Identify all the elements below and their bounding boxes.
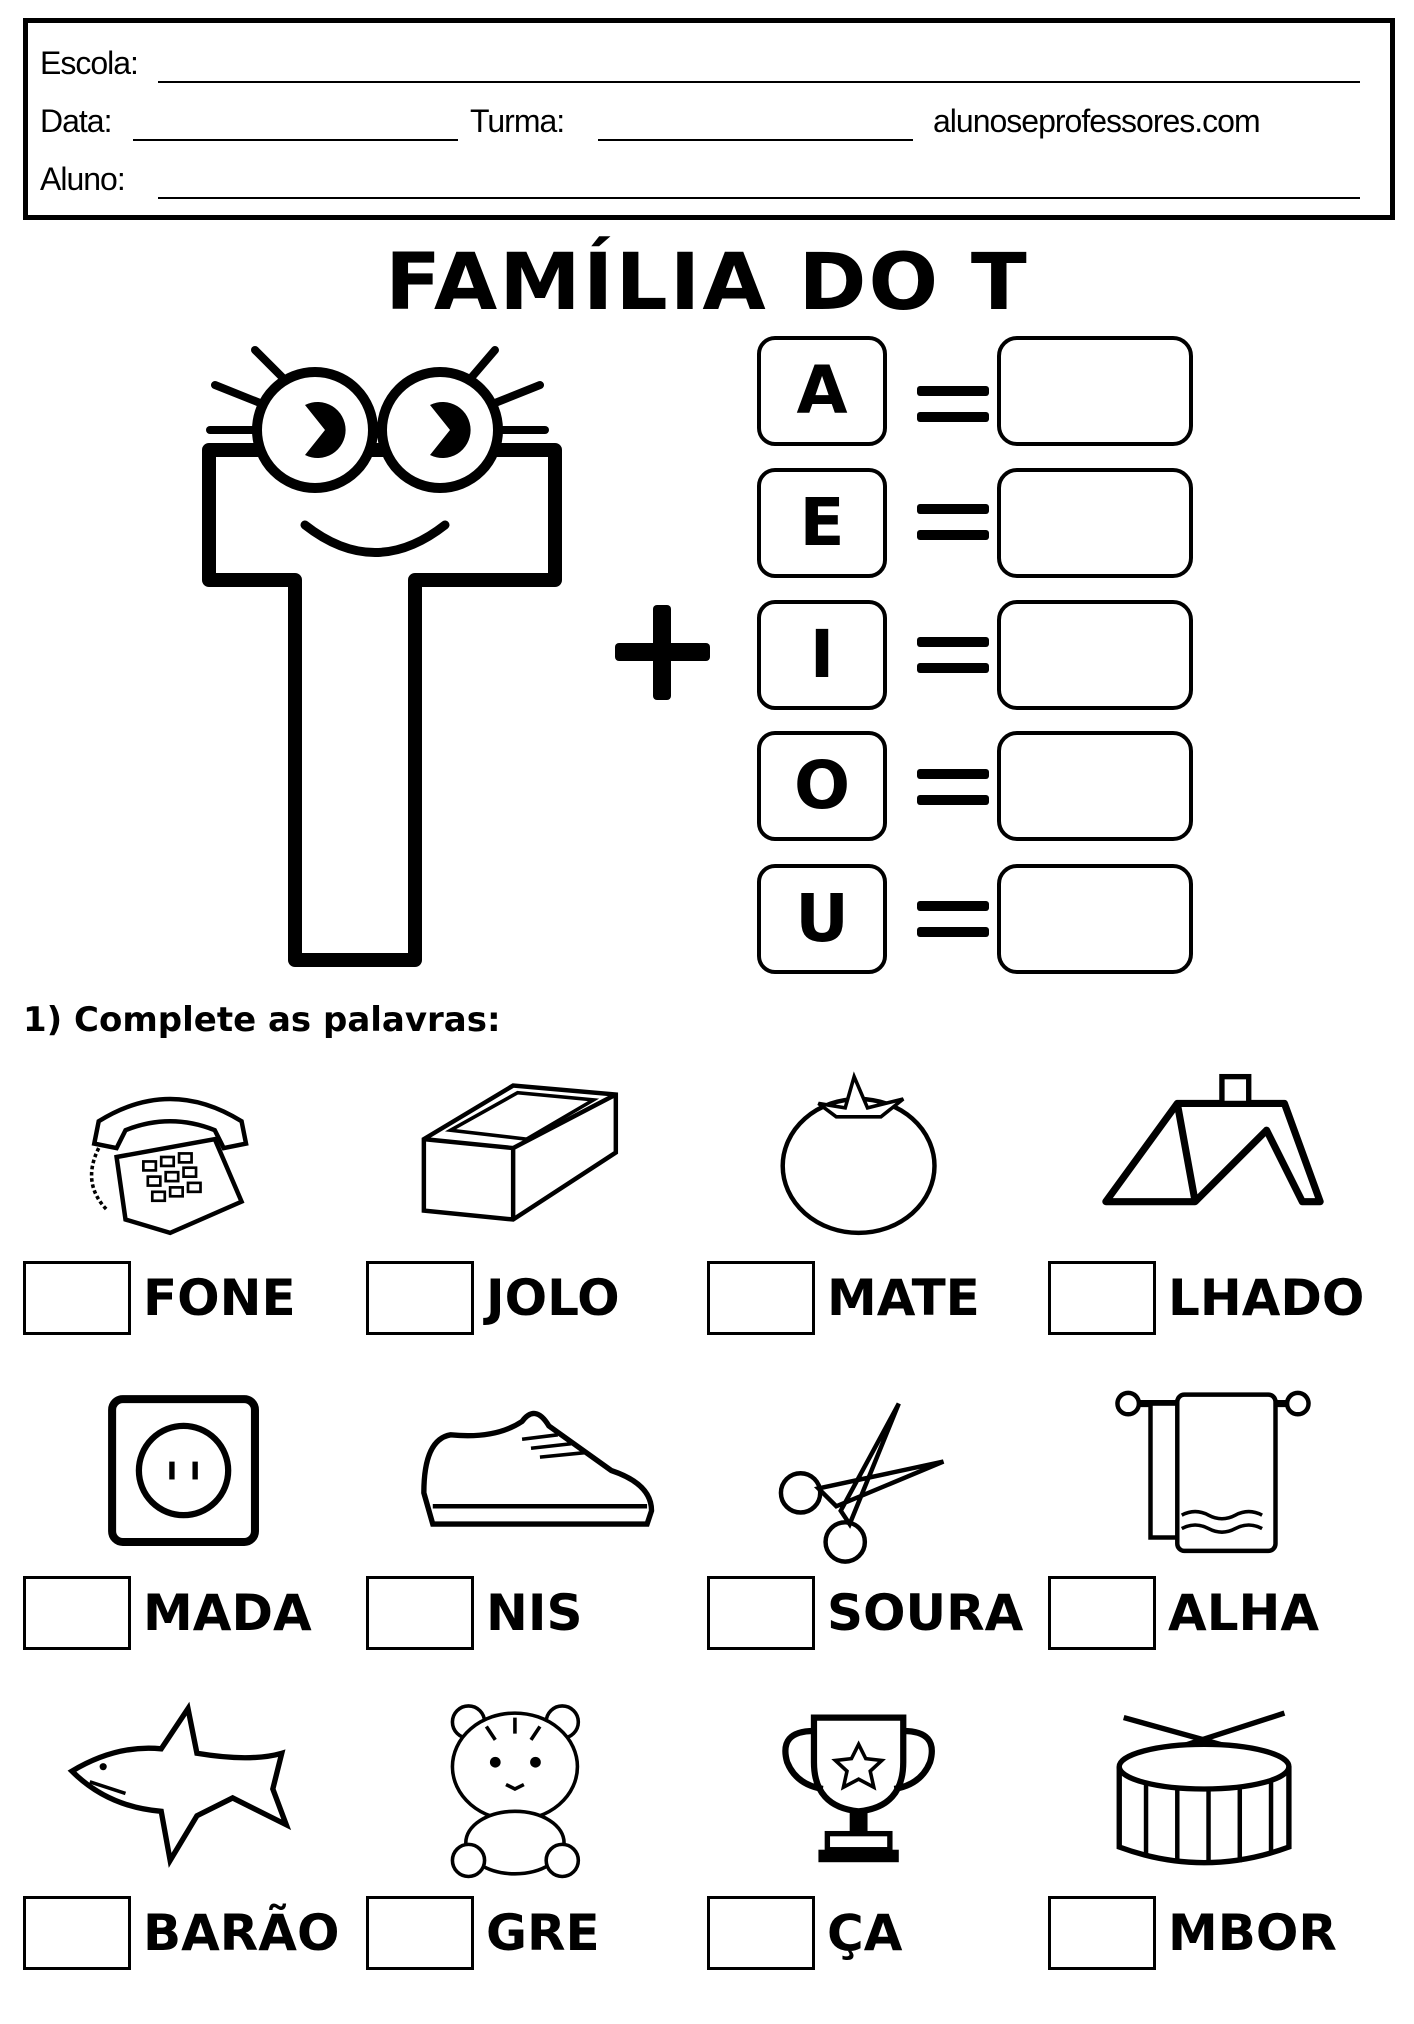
- syllable-input-box[interactable]: [1048, 1896, 1156, 1970]
- equals-icon: [917, 382, 989, 426]
- word-fragment: MADA: [143, 1584, 312, 1642]
- date-label: Data:: [40, 103, 112, 139]
- vowel-u: U: [757, 864, 887, 974]
- syllable-input-box[interactable]: [366, 1896, 474, 1970]
- word-fragment: MBOR: [1168, 1904, 1337, 1962]
- shark-icon: [63, 1694, 313, 1884]
- school-label: Escola:: [40, 45, 138, 81]
- syllable-answer-box[interactable]: [997, 731, 1193, 841]
- syllable-input-box[interactable]: [366, 1576, 474, 1650]
- syllable-answer-box[interactable]: [997, 864, 1193, 974]
- word-item: [366, 1380, 706, 1710]
- word-item: [23, 1062, 363, 1392]
- tomato-icon: [747, 1062, 997, 1252]
- vowel-e: E: [757, 468, 887, 578]
- student-field[interactable]: [158, 197, 1360, 199]
- syllable-input-box[interactable]: [1048, 1576, 1156, 1650]
- plus-icon: [615, 605, 710, 700]
- word-item: [1048, 1694, 1388, 2024]
- scissors-icon: [747, 1380, 997, 1570]
- word-fragment: ALHA: [1168, 1584, 1320, 1642]
- date-field[interactable]: [133, 139, 458, 141]
- syllable-input-box[interactable]: [707, 1896, 815, 1970]
- brick-icon: [406, 1062, 656, 1252]
- power-outlet-icon: [63, 1380, 313, 1570]
- syllable-input-box[interactable]: [1048, 1261, 1156, 1335]
- equals-icon: [917, 765, 989, 809]
- exercise-heading: 1) Complete as palavras:: [23, 1000, 501, 1040]
- word-item: [23, 1380, 363, 1710]
- word-item: [707, 1694, 1047, 2024]
- syllable-input-box[interactable]: [23, 1576, 131, 1650]
- vowel-o: O: [757, 731, 887, 841]
- word-fragment: FONE: [143, 1269, 296, 1327]
- word-fragment: GRE: [486, 1904, 600, 1962]
- word-item: [707, 1380, 1047, 1710]
- syllable-input-box[interactable]: [707, 1261, 815, 1335]
- student-label: Aluno:: [40, 161, 125, 197]
- word-fragment: MATE: [827, 1269, 980, 1327]
- vowel-a: A: [757, 336, 887, 446]
- school-field[interactable]: [158, 81, 1360, 83]
- towel-icon: [1088, 1380, 1338, 1570]
- word-fragment: ÇA: [827, 1904, 903, 1962]
- equals-icon: [917, 897, 989, 941]
- equals-icon: [917, 500, 989, 544]
- word-item: [366, 1062, 706, 1392]
- word-fragment: LHADO: [1168, 1269, 1365, 1327]
- sneaker-icon: [406, 1380, 656, 1570]
- syllable-input-box[interactable]: [707, 1576, 815, 1650]
- syllable-input-box[interactable]: [23, 1896, 131, 1970]
- page-title: FAMÍLIA DO T: [385, 238, 1029, 328]
- word-item: [366, 1694, 706, 2024]
- letter-t-character-icon: [195, 330, 575, 980]
- syllable-answer-box[interactable]: [997, 336, 1193, 446]
- website: alunoseprofessores.com: [933, 103, 1260, 139]
- drum-icon: [1088, 1694, 1338, 1884]
- student-info-header: [23, 18, 1395, 220]
- tiger-icon: [406, 1694, 656, 1884]
- word-item: [23, 1694, 363, 2024]
- syllable-input-box[interactable]: [366, 1261, 474, 1335]
- word-fragment: BARÃO: [143, 1904, 340, 1962]
- word-fragment: NIS: [486, 1584, 583, 1642]
- word-item: [1048, 1062, 1388, 1392]
- syllable-input-box[interactable]: [23, 1261, 131, 1335]
- syllable-answer-box[interactable]: [997, 468, 1193, 578]
- word-item: [707, 1062, 1047, 1392]
- telephone-icon: [63, 1062, 313, 1252]
- class-field[interactable]: [598, 139, 913, 141]
- trophy-icon: [747, 1694, 997, 1884]
- syllable-answer-box[interactable]: [997, 600, 1193, 710]
- vowel-i: I: [757, 600, 887, 710]
- word-fragment: JOLO: [486, 1269, 620, 1327]
- roof-icon: [1088, 1062, 1338, 1252]
- equals-icon: [917, 633, 989, 677]
- class-label: Turma:: [470, 103, 565, 139]
- word-fragment: SOURA: [827, 1584, 1024, 1642]
- word-item: [1048, 1380, 1388, 1710]
